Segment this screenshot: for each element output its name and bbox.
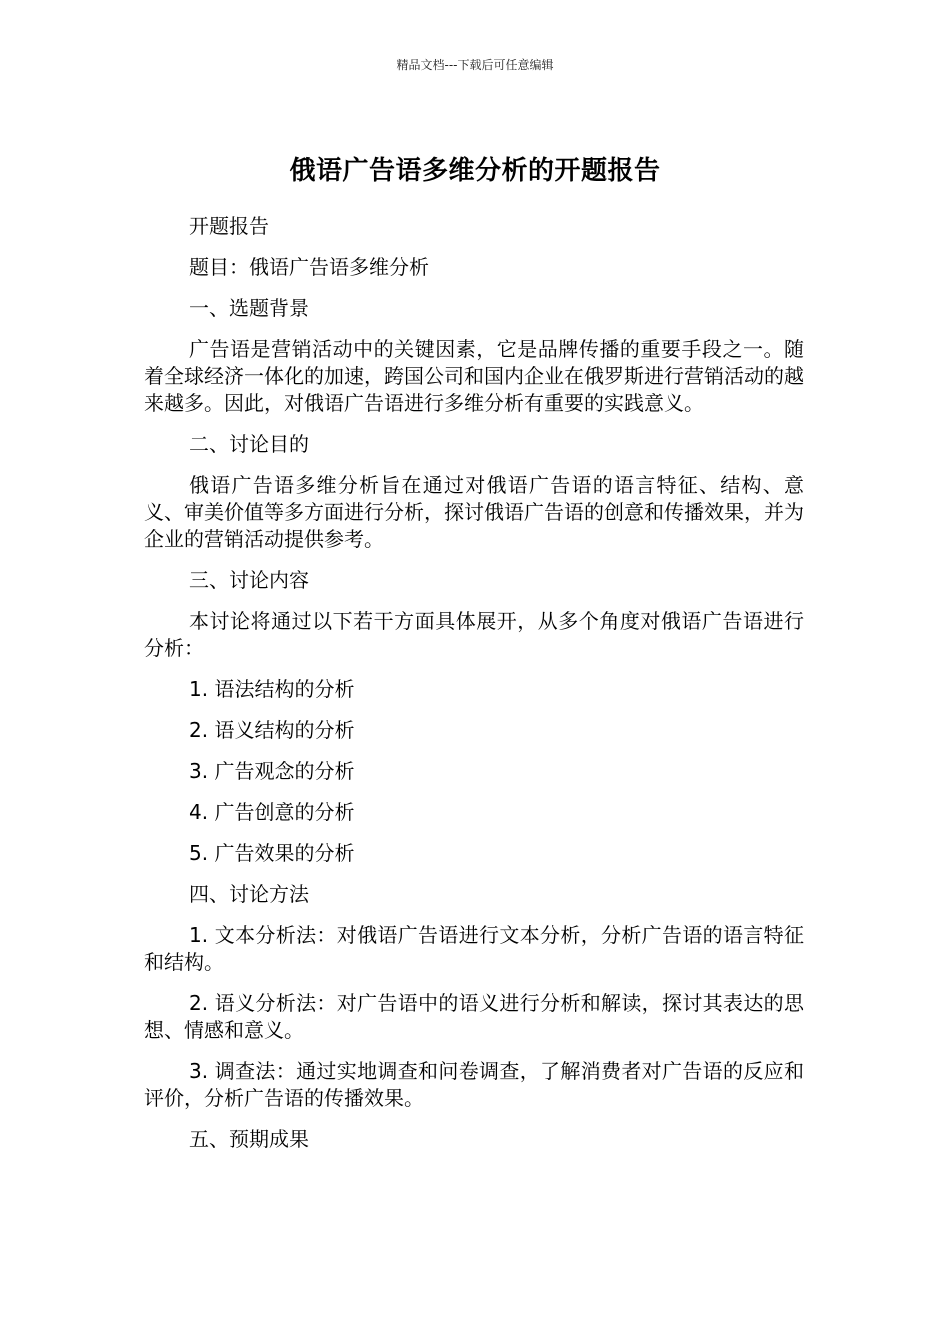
paragraph-report-label: 开题报告 xyxy=(189,214,269,238)
section-heading-content: 三、讨论内容 xyxy=(189,568,309,592)
method-item: 3. 调查法：通过实地调查和问卷调查，了解消费者对广告语的反应和评价，分析广告语的传播效果。 xyxy=(144,1059,804,1110)
section-heading-methods: 四、讨论方法 xyxy=(189,882,309,906)
document-body xyxy=(144,213,804,1167)
list-item: 3. 广告观念的分析 xyxy=(189,759,355,783)
method-item: 1. 文本分析法：对俄语广告语进行文本分析，分析广告语的语言特征和结构。 xyxy=(144,923,804,974)
paragraph-purpose: 俄语广告语多维分析旨在通过对俄语广告语的语言特征、结构、意义、审美价值等多方面进行分析，探讨俄语广告语的创意和传播效果，并为企业的营销活动提供参考。 xyxy=(144,473,804,551)
list-item: 5. 广告效果的分析 xyxy=(189,841,355,865)
section-heading-background: 一、选题背景 xyxy=(189,296,309,320)
list-item: 1. 语法结构的分析 xyxy=(189,677,355,701)
page-header: 精品文档---下载后可任意编辑 xyxy=(396,58,554,72)
paragraph-background: 广告语是营销活动中的关键因素，它是品牌传播的重要手段之一。随着全球经济一体化的加速，跨国公司和国内企业在俄罗斯进行营销活动的越来越多。因此，对俄语广告语进行多维分析有重要的实践意义。 xyxy=(144,337,804,415)
section-heading-expected-results: 五、预期成果 xyxy=(189,1127,309,1151)
method-item: 2. 语义分析法：对广告语中的语义进行分析和解读，探讨其表达的思想、情感和意义。 xyxy=(144,991,804,1042)
list-item: 2. 语义结构的分析 xyxy=(189,718,355,742)
list-item: 4. 广告创意的分析 xyxy=(189,800,355,824)
paragraph-topic: 题目：俄语广告语多维分析 xyxy=(189,255,429,279)
section-heading-purpose: 二、讨论目的 xyxy=(189,432,309,456)
paragraph-content-intro: 本讨论将通过以下若干方面具体展开，从多个角度对俄语广告语进行分析： xyxy=(144,609,804,660)
document-title: 俄语广告语多维分析的开题报告 xyxy=(289,156,661,187)
